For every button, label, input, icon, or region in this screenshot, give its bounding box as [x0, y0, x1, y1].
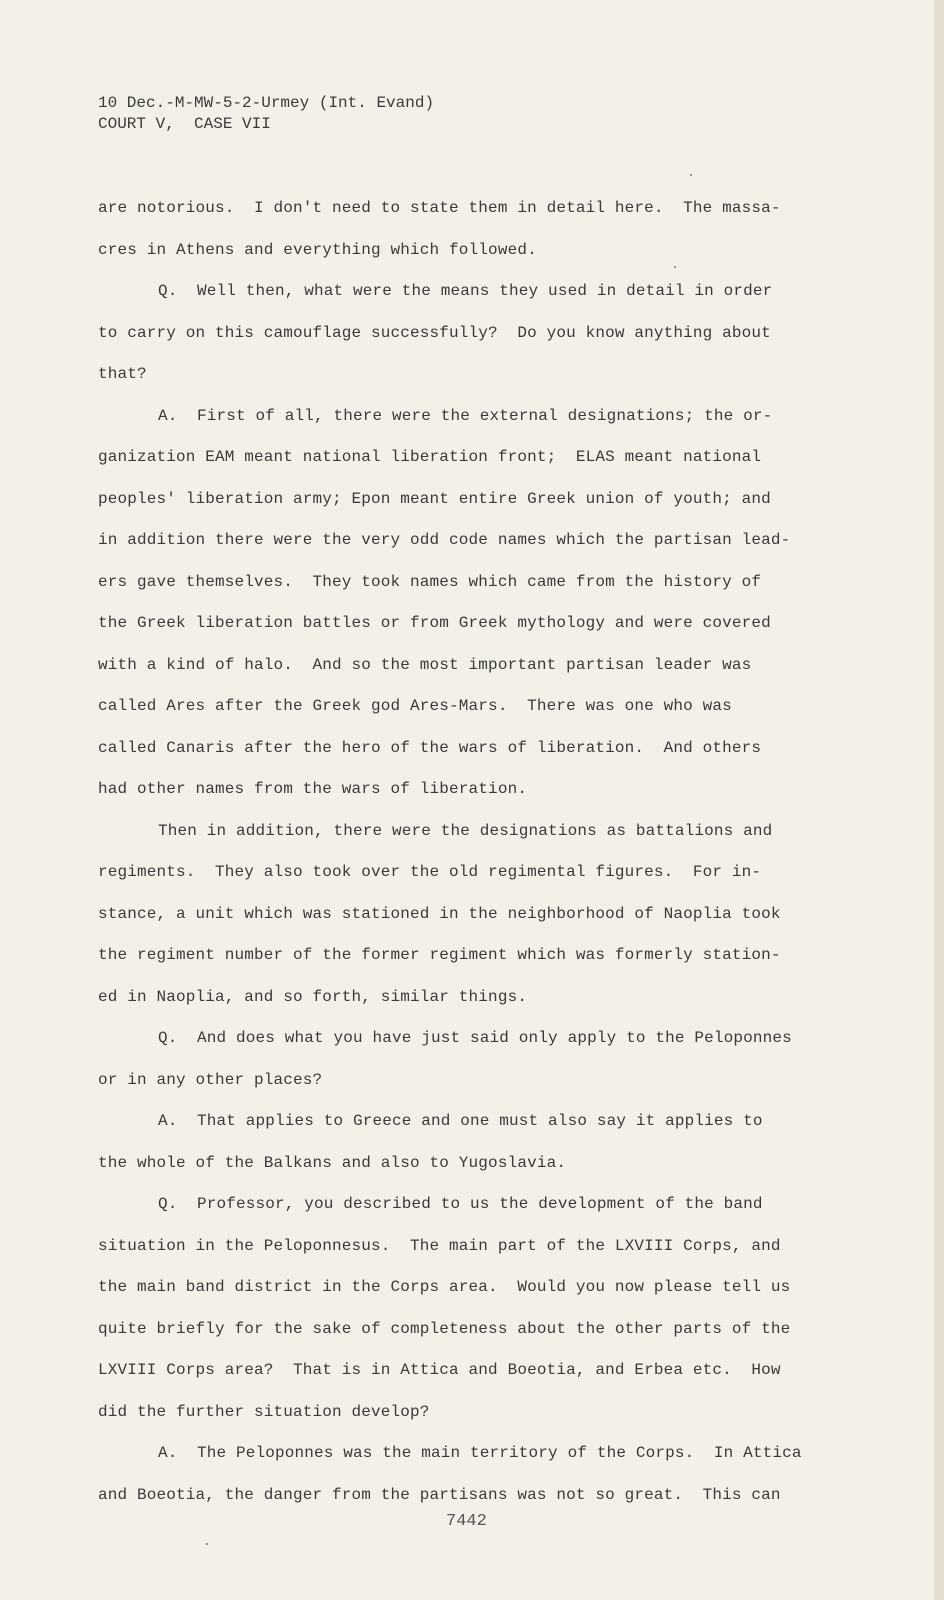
text-line: or in any other places? — [98, 1070, 323, 1089]
text-line: are notorious. I don't need to state them in detail here. The massa- — [98, 199, 781, 217]
text-line: the Greek liberation battles or from Greek mythology and were covered — [98, 614, 771, 632]
text-line: Q. Well then, what were the means they used in detail in order — [158, 282, 773, 300]
text-line: Q. And does what you have just said only apply to the Peloponnes — [158, 1029, 792, 1047]
text-line: quite briefly for the sake of completeness about the other parts of the — [98, 1319, 791, 1338]
text-line: called Canaris after the hero of the wars of liberation. And others — [98, 738, 762, 757]
text-line: and Boeotia, the danger from the partisans was not so great. This can — [98, 1485, 781, 1504]
text-line: in addition there were the very odd code names which the partisan lead- — [98, 531, 791, 549]
text-line: to carry on this camouflage successfully? Do you know anything about — [98, 323, 771, 342]
stray-mark — [690, 174, 692, 176]
text-line: called Ares after the Greek god Ares-Mars. There was one who was — [98, 697, 732, 715]
text-line: cres in Athens and everything which followed. — [98, 240, 537, 259]
text-line: LXVIII Corps area? That is in Attica and Boeotia, and Erbea etc. How — [98, 1361, 781, 1379]
text-line: Then in addition, there were the designations as battalions and — [158, 821, 773, 840]
text-line: the whole of the Balkans and also to Yugoslavia. — [98, 1153, 567, 1172]
text-line: with a kind of halo. And so the most important partisan leader was — [98, 655, 752, 674]
header-line-1: 10 Dec.-M-MW-5-2-Urmey (Int. Evand) — [98, 94, 435, 112]
text-line: ganization EAM meant national liberation front; ELAS meant national — [98, 448, 762, 466]
text-line: stance, a unit which was stationed in the neighborhood of Naoplia took — [98, 904, 781, 923]
text-line: A. The Peloponnes was the main territory of the Corps. In Attica — [158, 1444, 802, 1462]
text-line: had other names from the wars of liberation. — [98, 780, 528, 798]
header-line-2: COURT V, CASE VII — [98, 115, 271, 133]
page-edge — [934, 0, 944, 1600]
text-line: the main band district in the Corps area. Would you now please tell us — [98, 1278, 791, 1296]
text-line: ers gave themselves. They took names which came from the history of — [98, 572, 762, 591]
text-line: ed in Naoplia, and so forth, similar things. — [98, 987, 528, 1006]
stray-mark — [206, 1543, 208, 1545]
document-header — [98, 93, 434, 135]
text-line: A. That applies to Greece and one must also say it applies to — [158, 1112, 763, 1130]
text-line: did the further situation develop? — [98, 1402, 430, 1421]
text-line: regiments. They also took over the old regimental figures. For in- — [98, 863, 762, 881]
text-line: A. First of all, there were the external designations; the or- — [158, 406, 773, 425]
text-line: situation in the Peloponnesus. The main part of the LXVIII Corps, and — [98, 1236, 781, 1255]
page-number: 7442 — [446, 1512, 487, 1531]
text-line: that? — [98, 365, 147, 383]
text-line: peoples' liberation army; Epon meant entire Greek union of youth; and — [98, 489, 771, 508]
text-line: Q. Professor, you described to us the development of the band — [158, 1195, 763, 1213]
transcript-body — [98, 188, 858, 1516]
text-line: the regiment number of the former regiment which was formerly station- — [98, 946, 781, 964]
